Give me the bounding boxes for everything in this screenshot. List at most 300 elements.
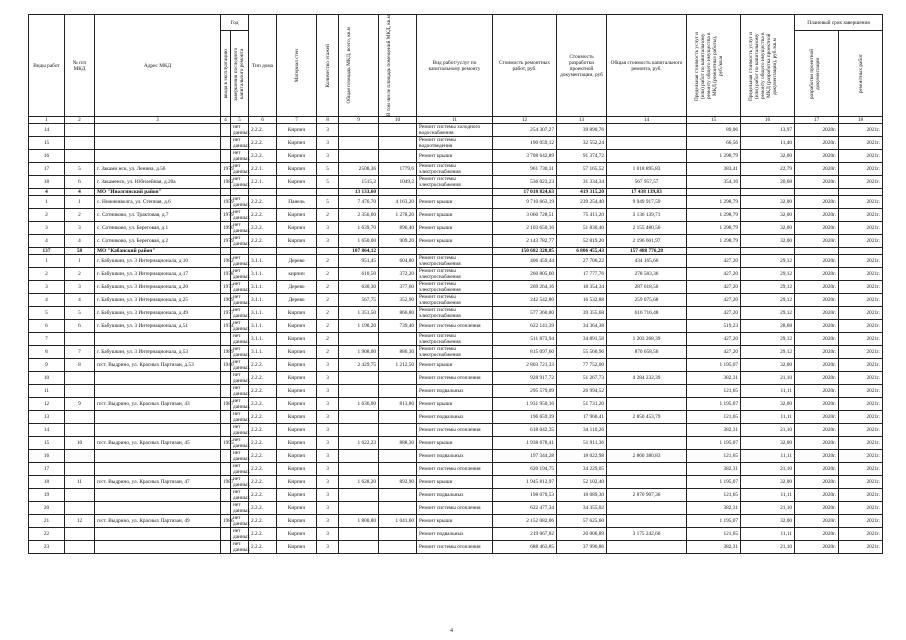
table-cell: 16 bbox=[29, 450, 65, 463]
table-cell: нет данных bbox=[231, 320, 249, 333]
table-cell: 58 bbox=[65, 248, 95, 255]
table-cell: 137 bbox=[29, 248, 65, 255]
table-cell: 4 bbox=[65, 294, 95, 307]
table-cell: Ремонт системы отопления bbox=[417, 541, 493, 554]
table-cell bbox=[607, 424, 687, 437]
table-row bbox=[29, 235, 883, 248]
table-cell bbox=[607, 476, 687, 489]
table-row bbox=[29, 437, 883, 450]
table-cell: п/ст. Выдрино, ул. Красных Партизан, 45 bbox=[95, 437, 221, 450]
table-cell: 372,20 bbox=[379, 268, 417, 281]
table-cell: 567,75 bbox=[339, 294, 379, 307]
table-cell: 17 960,41 bbox=[557, 411, 607, 424]
table-cell bbox=[65, 450, 95, 463]
table-cell: Дерево bbox=[277, 255, 317, 268]
table-cell: 2021г. bbox=[839, 281, 883, 294]
table-cell: 2 bbox=[317, 294, 339, 307]
table-cell bbox=[607, 150, 687, 163]
table-cell: 1 636,00 bbox=[339, 398, 379, 411]
table-cell bbox=[339, 385, 379, 398]
table-cell: 2020г. bbox=[795, 463, 839, 476]
table-cell: 427,20 bbox=[687, 268, 741, 281]
table-cell: 2021г. bbox=[839, 150, 883, 163]
table-cell: г. Заками нск, ул. Ленина, д.56 bbox=[95, 163, 221, 176]
table-cell: Кирпич bbox=[277, 502, 317, 515]
table-cell: 2.2.2. bbox=[249, 450, 277, 463]
table-cell: Кирпич bbox=[277, 385, 317, 398]
table-cell: 2021г. bbox=[839, 235, 883, 248]
table-cell: Кирпич bbox=[277, 163, 317, 176]
table-cell: 1 931 950,16 bbox=[493, 398, 557, 411]
table-cell: 1990 bbox=[221, 222, 231, 235]
table-cell bbox=[379, 502, 417, 515]
header-stoim-remont: Стоимость ремонтных работ, руб. bbox=[493, 15, 557, 117]
table-cell: кирпич bbox=[277, 268, 317, 281]
table-row bbox=[29, 307, 883, 320]
table-cell: 4 284 232,39 bbox=[607, 372, 687, 385]
table-cell: 5 bbox=[65, 307, 95, 320]
table-cell: 2.2.2. bbox=[249, 411, 277, 424]
table-row bbox=[29, 463, 883, 476]
table-cell: г. Бабушкин, ул. 3 Интернационала, д.53 bbox=[95, 346, 221, 359]
table-cell: 2 bbox=[317, 320, 339, 333]
table-cell: 2020г. bbox=[795, 137, 839, 150]
table-cell: 34 110,26 bbox=[557, 424, 607, 437]
table-cell: 2021г. bbox=[839, 222, 883, 235]
table-cell: 1 298,79 bbox=[687, 222, 741, 235]
table-cell: нет данных bbox=[231, 437, 249, 450]
table-cell: 3 bbox=[317, 398, 339, 411]
table-cell: 3 bbox=[29, 222, 65, 235]
table-cell bbox=[339, 137, 379, 150]
table-cell bbox=[607, 137, 687, 150]
table-cell: 22 bbox=[29, 528, 65, 541]
table-cell: 11 bbox=[29, 385, 65, 398]
table-cell: Ремонт крыши bbox=[417, 476, 493, 489]
table-cell: 1 bbox=[65, 196, 95, 209]
table-cell: 7 bbox=[65, 346, 95, 359]
table-row bbox=[29, 528, 883, 541]
table-cell: 382,31 bbox=[687, 424, 741, 437]
table-cell: 18 089,30 bbox=[557, 489, 607, 502]
column-number-15: 15 bbox=[687, 117, 741, 124]
table-cell: Ремонт системы электроснабжения bbox=[417, 307, 493, 320]
table-cell: 419 315,20 bbox=[557, 189, 607, 196]
table-cell: нет данных bbox=[231, 222, 249, 235]
table-cell: 23 bbox=[29, 541, 65, 554]
table-cell: г. Бабушкин, ул. 3 Интернационала, д.49 bbox=[95, 307, 221, 320]
table-cell: 1 908,00 bbox=[339, 346, 379, 359]
table-cell bbox=[379, 137, 417, 150]
table-cell: 8 bbox=[29, 346, 65, 359]
table-cell: 888,30 bbox=[379, 437, 417, 450]
table-cell bbox=[339, 411, 379, 424]
table-row bbox=[29, 268, 883, 281]
column-number-8: 8 bbox=[317, 117, 339, 124]
summary-row bbox=[29, 248, 883, 255]
table-cell: 29,12 bbox=[741, 346, 795, 359]
table-cell bbox=[95, 541, 221, 554]
table-cell: МО "Кабанский район" bbox=[95, 248, 221, 255]
table-cell: 1 278,20 bbox=[379, 209, 417, 222]
table-cell: 6 bbox=[65, 176, 95, 189]
table-cell: 34 364,38 bbox=[557, 320, 607, 333]
table-cell: Ремонт системы отопления bbox=[417, 424, 493, 437]
table-cell: 1 195,07 bbox=[687, 515, 741, 528]
table-cell: 1 018 895,83 bbox=[607, 163, 687, 176]
table-cell: 32,00 bbox=[741, 437, 795, 450]
table-cell: Ремонт системы отопления bbox=[417, 372, 493, 385]
table-cell: 2 bbox=[29, 209, 65, 222]
table-cell: 2.2.2. bbox=[249, 196, 277, 209]
table-cell: п/ст. Выдрино, ул. Красных Партизан, 47 bbox=[95, 476, 221, 489]
table-cell: 11,11 bbox=[741, 489, 795, 502]
table-cell: 622 477,34 bbox=[493, 502, 557, 515]
table-cell: 377,60 bbox=[379, 281, 417, 294]
table-cell: Ремонт крыши bbox=[417, 196, 493, 209]
table-cell: 2.2.2. bbox=[249, 437, 277, 450]
table-cell: 427,20 bbox=[687, 307, 741, 320]
table-row bbox=[29, 163, 883, 176]
table-cell: 34 229,05 bbox=[557, 463, 607, 476]
table-cell: 2 bbox=[317, 307, 339, 320]
table-cell: 121,65 bbox=[687, 411, 741, 424]
table-cell: 2020г. bbox=[795, 196, 839, 209]
table-cell: 2020г. bbox=[795, 437, 839, 450]
table-cell: нет данных bbox=[231, 541, 249, 554]
table-cell bbox=[607, 437, 687, 450]
table-cell: 3.1.1. bbox=[249, 255, 277, 268]
table-cell: 2020г. bbox=[795, 541, 839, 554]
table-cell: 961 730,31 bbox=[493, 163, 557, 176]
table-cell: 2.2.2. bbox=[249, 463, 277, 476]
table-cell: 32,00 bbox=[741, 235, 795, 248]
table-cell bbox=[249, 189, 277, 196]
table-cell: с. Сотниково, ул. Береговая, д.1 bbox=[95, 222, 221, 235]
table-cell bbox=[65, 137, 95, 150]
header-n-mkd: № п/п МКД bbox=[65, 15, 95, 117]
table-cell: 196 659,39 bbox=[493, 411, 557, 424]
table-cell: 2 bbox=[65, 209, 95, 222]
table-row bbox=[29, 450, 883, 463]
table-cell: 1959 bbox=[221, 196, 231, 209]
table-cell bbox=[317, 189, 339, 196]
table-cell bbox=[379, 333, 417, 346]
table-cell: Кирпич bbox=[277, 346, 317, 359]
table-cell bbox=[221, 137, 231, 150]
table-cell: 39 355,68 bbox=[557, 307, 607, 320]
table-cell: 20 bbox=[29, 502, 65, 515]
table-cell: 2020г. bbox=[795, 424, 839, 437]
table-cell: нет данных bbox=[231, 150, 249, 163]
table-cell: 1 650,00 bbox=[339, 235, 379, 248]
table-row bbox=[29, 333, 883, 346]
table-cell: 2021г. bbox=[839, 502, 883, 515]
table-cell: 2021г. bbox=[839, 268, 883, 281]
table-cell: 892,90 bbox=[379, 476, 417, 489]
table-cell: 1 298,79 bbox=[687, 196, 741, 209]
table-cell: 2021г. bbox=[839, 463, 883, 476]
table-cell: 2 155 480,56 bbox=[607, 222, 687, 235]
table-cell: 1986 bbox=[221, 515, 231, 528]
table-cell: 1 bbox=[29, 196, 65, 209]
table-cell: г. Бабушкин, ул. 3 Интернационала, д.17 bbox=[95, 268, 221, 281]
table-cell: нет данных bbox=[231, 359, 249, 372]
table-cell: нет данных bbox=[231, 137, 249, 150]
table-cell: 3.1.1. bbox=[249, 307, 277, 320]
table-cell bbox=[379, 189, 417, 196]
table-cell: 4 bbox=[65, 189, 95, 196]
table-cell: 2021г. bbox=[839, 515, 883, 528]
table-cell: 688 463,85 bbox=[493, 541, 557, 554]
table-cell: 11,11 bbox=[741, 385, 795, 398]
table-cell: 32,00 bbox=[741, 515, 795, 528]
table-cell: Кирпич bbox=[277, 450, 317, 463]
column-number-2: 2 bbox=[65, 117, 95, 124]
table-cell: 2 bbox=[317, 255, 339, 268]
table-cell: 2.2.2. bbox=[249, 424, 277, 437]
table-cell: 2020г. bbox=[795, 176, 839, 189]
table-cell: 66,56 bbox=[687, 137, 741, 150]
table-cell: с. Нижнеиволга, ул. Степная, д.6 bbox=[95, 196, 221, 209]
table-cell: 3 bbox=[317, 137, 339, 150]
table-cell: 29,12 bbox=[741, 333, 795, 346]
table-cell: 2 bbox=[29, 268, 65, 281]
header-pred-obsh: Предельная стоимость услуг и (или) работ по капитальному ремонту общего имущества в МКД (ремонтные работы), руб./кв.м bbox=[687, 15, 741, 117]
table-cell: 2 356,60 bbox=[339, 209, 379, 222]
table-cell: 2.2.1. bbox=[249, 163, 277, 176]
table-cell: 29,12 bbox=[741, 281, 795, 294]
table-cell: 77 752,00 bbox=[557, 359, 607, 372]
table-cell: 239 254,40 bbox=[557, 196, 607, 209]
table-cell: 2021г. bbox=[839, 450, 883, 463]
table-cell bbox=[379, 450, 417, 463]
table-cell: 2020г. bbox=[795, 411, 839, 424]
table-row bbox=[29, 476, 883, 489]
table-cell: нет данных bbox=[231, 528, 249, 541]
table-cell bbox=[221, 124, 231, 137]
table-cell bbox=[221, 372, 231, 385]
column-number-4: 4 bbox=[221, 117, 231, 124]
table-cell: 4 bbox=[29, 294, 65, 307]
table-cell: 2021г. bbox=[839, 320, 883, 333]
table-cell: 17 bbox=[29, 463, 65, 476]
table-cell: 3.1.1. bbox=[249, 294, 277, 307]
table-cell: г. Бабушкин, ул. 3 Интернационала, д.20 bbox=[95, 281, 221, 294]
table-cell: 1987 bbox=[221, 476, 231, 489]
table-cell: 2021г. bbox=[839, 528, 883, 541]
table-row bbox=[29, 385, 883, 398]
table-cell: 13 bbox=[29, 411, 65, 424]
table-cell: 427,20 bbox=[687, 281, 741, 294]
table-cell: Ремонт системы электроснабжения bbox=[417, 333, 493, 346]
table-cell: 2021г. bbox=[839, 137, 883, 150]
table-cell bbox=[65, 124, 95, 137]
table-cell: 2.2.2. bbox=[249, 541, 277, 554]
table-cell: 32,00 bbox=[741, 222, 795, 235]
table-cell: 2021г. bbox=[839, 489, 883, 502]
table-cell: Ремонт системы холодного водоснабжения bbox=[417, 124, 493, 137]
table-cell bbox=[607, 502, 687, 515]
table-cell: Кирпич bbox=[277, 150, 317, 163]
table-cell: 2 143 782,77 bbox=[493, 235, 557, 248]
capital-repair-table bbox=[28, 14, 883, 554]
table-cell: 3 060 728,51 bbox=[493, 209, 557, 222]
table-cell bbox=[339, 489, 379, 502]
table-cell bbox=[221, 502, 231, 515]
table-cell: 567 957,57 bbox=[607, 176, 687, 189]
table-cell: 3 bbox=[317, 385, 339, 398]
table-cell: 2020г. bbox=[795, 235, 839, 248]
table-cell bbox=[95, 450, 221, 463]
table-cell: 1 622,23 bbox=[339, 437, 379, 450]
table-cell: 269 264,16 bbox=[493, 281, 557, 294]
table-cell: 2020г. bbox=[795, 222, 839, 235]
table-cell: 15 bbox=[29, 137, 65, 150]
table-cell bbox=[221, 541, 231, 554]
table-cell: 9 710 663,19 bbox=[493, 196, 557, 209]
table-cell: 7 476,70 bbox=[339, 196, 379, 209]
table-cell: 2021г. bbox=[839, 124, 883, 137]
table-cell: 2.2.1. bbox=[249, 176, 277, 189]
table-cell: 2021г. bbox=[839, 209, 883, 222]
table-cell: с. Сотниково, ул. Береговая, д.2 bbox=[95, 235, 221, 248]
table-cell: 9 bbox=[29, 359, 65, 372]
table-cell: 1977 bbox=[221, 281, 231, 294]
table-cell: 3 bbox=[29, 281, 65, 294]
table-cell bbox=[379, 248, 417, 255]
table-cell: 2021г. bbox=[839, 372, 883, 385]
table-cell bbox=[607, 359, 687, 372]
table-cell: 3 bbox=[65, 281, 95, 294]
table-cell: Кирпич bbox=[277, 489, 317, 502]
table-cell: 17 018 824,63 bbox=[493, 189, 557, 196]
table-cell: 2.2.2. bbox=[249, 528, 277, 541]
table-cell: 11 bbox=[65, 476, 95, 489]
table-cell: 1 298,79 bbox=[687, 235, 741, 248]
table-cell: 121,65 bbox=[687, 489, 741, 502]
table-cell: нет данных bbox=[231, 346, 249, 359]
table-cell: 12 bbox=[65, 515, 95, 528]
table-cell: 51 267,73 bbox=[557, 372, 607, 385]
table-cell: Кирпич bbox=[277, 411, 317, 424]
table-cell: 9 949 917,59 bbox=[607, 196, 687, 209]
table-row bbox=[29, 411, 883, 424]
table-cell: нет данных bbox=[231, 515, 249, 528]
table-cell bbox=[607, 515, 687, 528]
table-cell: 2 803 721,33 bbox=[493, 359, 557, 372]
table-cell: 51 731,20 bbox=[557, 398, 607, 411]
table-cell: 6 bbox=[65, 320, 95, 333]
table-cell: 1 628,20 bbox=[339, 476, 379, 489]
table-cell: 2021г. bbox=[839, 437, 883, 450]
table-cell: 618 042,35 bbox=[493, 424, 557, 437]
table-cell: 616 716,48 bbox=[607, 307, 687, 320]
table-cell: 29,12 bbox=[741, 294, 795, 307]
table-cell bbox=[65, 463, 95, 476]
table-cell: 2.2.2. bbox=[249, 137, 277, 150]
column-number-17: 17 bbox=[795, 117, 839, 124]
table-cell: 121,65 bbox=[687, 528, 741, 541]
table-cell: 1 212,50 bbox=[379, 359, 417, 372]
table-cell: 2.2.2. bbox=[249, 502, 277, 515]
table-cell bbox=[339, 541, 379, 554]
table-cell: 12 bbox=[29, 398, 65, 411]
header-srok-pd: разработки проектной документации bbox=[795, 31, 839, 117]
table-cell: 3.1.1. bbox=[249, 346, 277, 359]
table-cell: 886,30 bbox=[379, 346, 417, 359]
table-cell bbox=[95, 137, 221, 150]
table-cell: 866,80 bbox=[379, 307, 417, 320]
table-cell: Ремонт системы электроснабжения bbox=[417, 346, 493, 359]
table-cell: 2 196 601,97 bbox=[607, 235, 687, 248]
table-cell: 2.2.2. bbox=[249, 359, 277, 372]
table-cell: Ремонт системы электроснабжения bbox=[417, 255, 493, 268]
table-cell: нет данных bbox=[231, 424, 249, 437]
table-cell: 32 552,24 bbox=[557, 137, 607, 150]
column-number-7: 7 bbox=[277, 117, 317, 124]
table-cell: 2020г. bbox=[795, 385, 839, 398]
table-cell: 3.1.1. bbox=[249, 333, 277, 346]
header-stoim-pd: Стоимость разработки проектной документации, руб bbox=[557, 15, 607, 117]
table-cell: 2021г. bbox=[839, 333, 883, 346]
table-cell: Ремонт системы электроснабжения bbox=[417, 163, 493, 176]
table-cell bbox=[95, 372, 221, 385]
table-cell bbox=[65, 424, 95, 437]
column-number-13: 13 bbox=[557, 117, 607, 124]
header-god-remont: завершения последнего капитального ремонта bbox=[231, 31, 249, 117]
table-cell: 4 bbox=[29, 235, 65, 248]
table-cell: 1 800,80 bbox=[339, 515, 379, 528]
table-cell: Ремонт системы отопления bbox=[417, 502, 493, 515]
table-cell bbox=[607, 320, 687, 333]
table-cell bbox=[249, 248, 277, 255]
table-cell: 536 023,23 bbox=[493, 176, 557, 189]
table-cell: 2 850 453,79 bbox=[607, 411, 687, 424]
table-cell bbox=[379, 411, 417, 424]
table-row bbox=[29, 222, 883, 235]
table-cell: 16 bbox=[29, 150, 65, 163]
table-cell: 5 bbox=[317, 163, 339, 176]
table-cell bbox=[65, 372, 95, 385]
table-cell: 18 bbox=[29, 476, 65, 489]
table-cell: Ремонт подвальных bbox=[417, 528, 493, 541]
table-cell: 2 bbox=[317, 209, 339, 222]
table-row bbox=[29, 515, 883, 528]
table-cell: 951,45 bbox=[339, 255, 379, 268]
table-cell: 51 911,36 bbox=[557, 437, 607, 450]
table-cell: 14 bbox=[29, 124, 65, 137]
table-cell: 2021г. bbox=[839, 307, 883, 320]
table-cell: 57 165,52 bbox=[557, 163, 607, 176]
table-cell bbox=[417, 189, 493, 196]
table-cell: 2 bbox=[317, 281, 339, 294]
table-cell: 870 658,56 bbox=[607, 346, 687, 359]
table-cell: 2.2.2. bbox=[249, 235, 277, 248]
table-cell: 3 bbox=[317, 515, 339, 528]
table-cell: 2021г. bbox=[839, 163, 883, 176]
table-cell: нет данных bbox=[231, 385, 249, 398]
table-cell bbox=[65, 150, 95, 163]
table-cell: 21,10 bbox=[741, 463, 795, 476]
table-cell bbox=[379, 150, 417, 163]
table-cell: 11,11 bbox=[741, 411, 795, 424]
column-number-6: 6 bbox=[249, 117, 277, 124]
table-cell: 2.2.2. bbox=[249, 385, 277, 398]
table-cell: 1515,2 bbox=[339, 176, 379, 189]
table-cell: 3 bbox=[317, 359, 339, 372]
table-cell: Кирпич bbox=[277, 437, 317, 450]
